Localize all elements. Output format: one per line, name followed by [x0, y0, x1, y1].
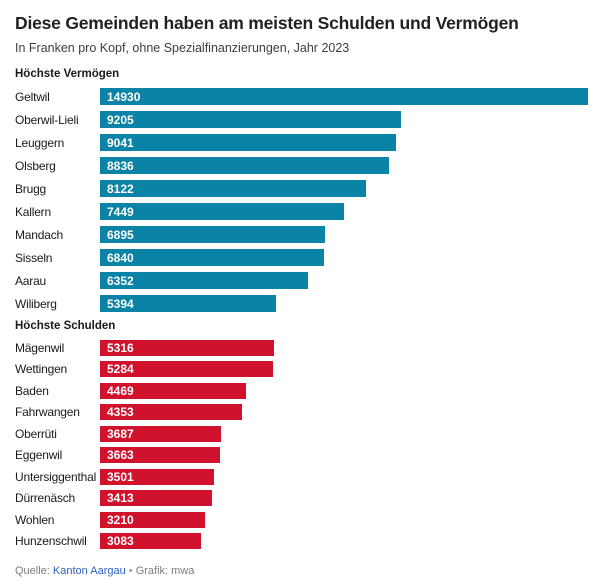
source-label: Quelle: — [15, 565, 50, 577]
category-label: Olsberg — [15, 158, 56, 173]
bar — [100, 272, 308, 289]
value-label: 9041 — [107, 135, 134, 150]
bar — [100, 340, 274, 356]
value-label: 3687 — [107, 426, 134, 441]
chart-subtitle: In Franken pro Kopf, ohne Spezialfinanzierungen, Jahr 2023 — [15, 41, 350, 55]
bar-row — [15, 246, 588, 269]
bar-row — [15, 359, 588, 381]
value-label: 4353 — [107, 405, 134, 420]
bar-row — [15, 131, 588, 154]
bar — [100, 226, 325, 243]
bar — [100, 295, 276, 312]
bar-row — [15, 380, 588, 402]
bar — [100, 180, 366, 197]
credit-label: Grafik: mwa — [135, 565, 195, 577]
bar-row — [15, 509, 588, 531]
bar-row — [15, 488, 588, 510]
value-label: 3663 — [107, 448, 134, 463]
value-label: 3083 — [107, 534, 134, 549]
bar — [100, 447, 220, 463]
bar-chart-hoechste-schulden — [15, 337, 588, 552]
section-title-hoechste-vermoegen: Höchste Vermögen — [15, 68, 120, 80]
bar — [100, 426, 221, 442]
bar — [100, 490, 212, 506]
bar-row — [15, 85, 588, 108]
bar — [100, 157, 389, 174]
value-label: 14930 — [107, 89, 141, 104]
category-label: Wiliberg — [15, 296, 57, 311]
bar — [100, 533, 201, 549]
category-label: Dürrenäsch — [15, 491, 76, 506]
value-label: 8836 — [107, 158, 134, 173]
bar — [100, 361, 273, 377]
value-label: 3413 — [107, 491, 134, 506]
bar — [100, 203, 344, 220]
bar-row — [15, 337, 588, 359]
category-label: Oberwil-Lieli — [15, 112, 79, 127]
bar — [100, 134, 396, 151]
bar-row — [15, 445, 588, 467]
category-label: Leuggern — [15, 135, 65, 150]
category-label: Aarau — [15, 273, 47, 288]
category-label: Wohlen — [15, 512, 55, 527]
value-label: 8122 — [107, 181, 134, 196]
value-label: 6840 — [107, 250, 134, 265]
bar — [100, 404, 242, 420]
value-label: 6895 — [107, 227, 134, 242]
bar-row — [15, 292, 588, 315]
bar-row — [15, 177, 588, 200]
value-label: 7449 — [107, 204, 134, 219]
bar — [100, 249, 324, 266]
bar-row — [15, 108, 588, 131]
bar-row — [15, 531, 588, 553]
category-label: Eggenwil — [15, 448, 63, 463]
bar-row — [15, 223, 588, 246]
bar-row — [15, 269, 588, 292]
bar-chart-hoechste-vermoegen — [15, 85, 588, 315]
category-label: Mandach — [15, 227, 63, 242]
bar — [100, 469, 214, 485]
value-label: 5284 — [107, 362, 134, 377]
category-label: Kallern — [15, 204, 51, 219]
bar — [100, 383, 246, 399]
value-label: 9205 — [107, 112, 134, 127]
section-title-hoechste-schulden: Höchste Schulden — [15, 320, 116, 332]
bar — [100, 512, 205, 528]
bar-row — [15, 423, 588, 445]
value-label: 6352 — [107, 273, 134, 288]
bar-row — [15, 466, 588, 488]
category-label: Wettingen — [15, 362, 68, 377]
chart-title: Diese Gemeinden haben am meisten Schulden und Vermögen — [15, 13, 519, 33]
category-label: Sisseln — [15, 250, 53, 265]
value-label: 5394 — [107, 296, 134, 311]
category-label: Fahrwangen — [15, 405, 80, 420]
category-label: Baden — [15, 383, 49, 398]
source-link[interactable]: Kanton Aargau — [52, 565, 126, 577]
value-label: 3501 — [107, 469, 134, 484]
value-label: 3210 — [107, 512, 134, 527]
bar-row — [15, 200, 588, 223]
value-label: 4469 — [107, 383, 134, 398]
value-label: 5316 — [107, 340, 134, 355]
category-label: Hunzenschwil — [15, 534, 87, 549]
category-label: Brugg — [15, 181, 47, 196]
bar — [100, 88, 588, 105]
source-line — [15, 565, 588, 578]
bar — [100, 111, 401, 128]
category-label: Mägenwil — [15, 340, 65, 355]
bar-row — [15, 154, 588, 177]
category-label: Untersiggenthal — [15, 469, 97, 484]
separator-dot: • — [128, 565, 133, 577]
category-label: Geltwil — [15, 89, 50, 104]
bar-row — [15, 402, 588, 424]
category-label: Oberrüti — [15, 426, 57, 441]
